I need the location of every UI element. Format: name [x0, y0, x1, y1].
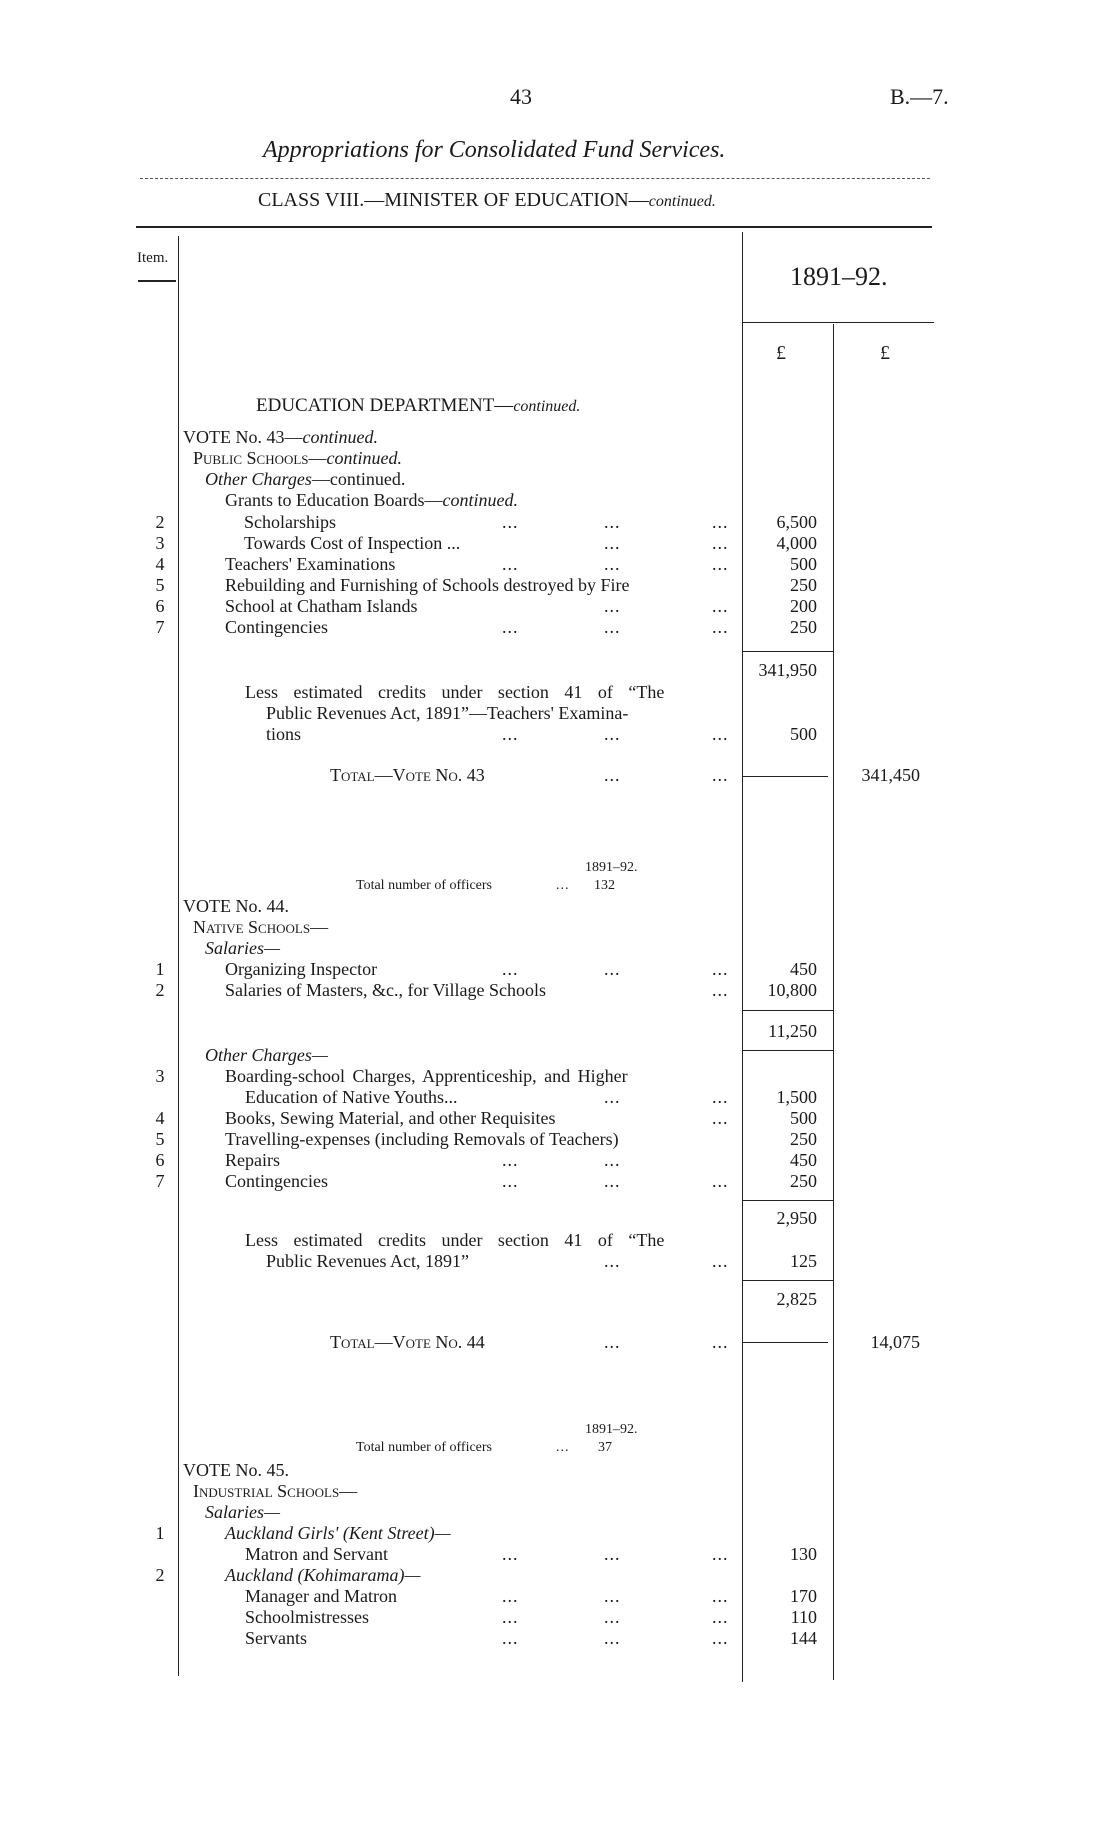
- officers-count: 37: [598, 1440, 612, 1455]
- less-credits-line: Public Revenues Act, 1891”—Teachers' Examina-: [266, 703, 629, 723]
- item-number: 7: [155, 1171, 165, 1191]
- leader-dots: [604, 617, 621, 638]
- item-value: 200: [790, 596, 817, 616]
- item-value: 250: [790, 1171, 817, 1191]
- leader-dots: [604, 1150, 621, 1171]
- dots: ...: [712, 596, 729, 616]
- item-label: School at Chatham Islands: [225, 596, 418, 616]
- leader-dots: [712, 1171, 729, 1192]
- dots: ...: [502, 959, 519, 979]
- vote-43-total-value: 341,450: [861, 765, 920, 785]
- leader-dots: [604, 1544, 621, 1565]
- dots: ...: [712, 1171, 729, 1191]
- dots: ...: [712, 554, 729, 574]
- dots: ...: [502, 617, 519, 637]
- item-value: 500: [790, 1108, 817, 1128]
- leader-dots: [556, 878, 570, 894]
- item-label: Salaries of Masters, &c., for Village Schools: [225, 980, 547, 1000]
- leader-dots: [604, 765, 621, 786]
- leader-dots: [502, 1150, 519, 1171]
- item-label-continued: Education of Native Youths...: [245, 1087, 458, 1107]
- item-column-header: Item.: [137, 250, 169, 266]
- item-label: Rebuilding and Furnishing of Schools destroyed by Fire: [225, 575, 630, 595]
- leader-dots: [712, 554, 729, 575]
- subtotal-rule: [742, 1010, 833, 1011]
- officers-label: Total number of officers: [356, 878, 492, 893]
- class-title-continued: continued.: [648, 193, 716, 210]
- item-value: 500: [790, 554, 817, 574]
- leader-dots: [712, 533, 729, 554]
- leader-dots: [712, 1586, 729, 1607]
- officers-year: 1891–92.: [585, 860, 638, 875]
- dots: ...: [712, 1251, 729, 1271]
- vote-43-heading: [183, 427, 378, 448]
- item-value: 144: [790, 1628, 817, 1648]
- leader-dots: [604, 724, 621, 745]
- leader-dots: [604, 554, 621, 575]
- dots: ...: [604, 554, 621, 574]
- leader-dots: [712, 1544, 729, 1565]
- item-number: 5: [155, 575, 165, 595]
- subtotal-rule: [742, 1280, 833, 1281]
- item-value: 110: [790, 1607, 817, 1627]
- item-header-rule: [138, 280, 176, 282]
- leader-dots: [502, 512, 519, 533]
- dots: ...: [604, 1332, 621, 1352]
- item-value: 250: [790, 1129, 817, 1149]
- leader-dots: [604, 1087, 621, 1108]
- dots: ...: [604, 959, 621, 979]
- year-column-header: 1891–92.: [790, 262, 888, 291]
- dots: ...: [556, 878, 570, 893]
- item-label: Manager and Matron: [245, 1586, 397, 1606]
- leader-dots: [556, 1440, 570, 1456]
- vote-44-net: 2,825: [776, 1289, 817, 1309]
- leader-dots: [502, 724, 519, 745]
- public-schools-heading: [193, 448, 402, 469]
- leader-dots: [712, 1108, 729, 1129]
- leader-dots: [502, 1607, 519, 1628]
- dots: ...: [604, 724, 621, 744]
- leader-dots: [712, 765, 729, 786]
- document-reference: B.—7.: [890, 84, 949, 109]
- dots: ...: [604, 533, 621, 553]
- dots: ...: [712, 724, 729, 744]
- dots: ...: [604, 765, 621, 785]
- dots: ...: [502, 1628, 519, 1648]
- dots: ...: [502, 1171, 519, 1191]
- leader-dots: [712, 980, 729, 1001]
- dots: ...: [712, 1087, 729, 1107]
- leader-dots: [712, 724, 729, 745]
- officers-year: 1891–92.: [585, 1422, 638, 1437]
- dots: ...: [712, 1586, 729, 1606]
- other-charges-continued: —continued.: [311, 469, 406, 489]
- item-value: 250: [790, 575, 817, 595]
- item-value: 250: [790, 617, 817, 637]
- item-number: 1: [155, 1523, 165, 1543]
- dots: ...: [604, 1607, 621, 1627]
- vote-44-total-label: Total—Vote No. 44: [330, 1332, 485, 1352]
- other-charges-heading: Other Charges—: [205, 1045, 328, 1065]
- leader-dots: [712, 1087, 729, 1108]
- dots: ...: [712, 765, 729, 785]
- vote-43-text: VOTE No. 43—: [183, 427, 303, 447]
- grants-continued: continued.: [442, 490, 518, 510]
- item-column-divider: [178, 236, 179, 1676]
- leader-dots: [604, 596, 621, 617]
- item-number: 4: [155, 554, 165, 574]
- leader-dots: [712, 512, 729, 533]
- dots: ...: [502, 1544, 519, 1564]
- item-value: 6,500: [776, 512, 817, 532]
- dots: ...: [502, 1150, 519, 1170]
- item-value: 10,800: [767, 980, 817, 1000]
- leader-dots: [712, 1607, 729, 1628]
- item-number: 3: [155, 1066, 165, 1086]
- dots: ...: [712, 1332, 729, 1352]
- vote-44-heading: VOTE No. 44.: [183, 896, 289, 916]
- total-dash: [742, 1342, 828, 1343]
- currency-symbol-1: £: [776, 342, 786, 364]
- salaries-heading: Salaries—: [205, 938, 281, 958]
- leader-dots: [604, 1171, 621, 1192]
- page-number: 43: [510, 84, 532, 109]
- vote-43-subtotal: 341,950: [758, 660, 817, 680]
- vote-43-continued: continued.: [302, 427, 378, 447]
- item-label: Boarding-school Charges, Apprenticeship, and Higher: [225, 1066, 628, 1086]
- item-label: Teachers' Examinations: [225, 554, 396, 574]
- item-value: 450: [790, 959, 817, 979]
- dots: ...: [502, 1607, 519, 1627]
- officers-label: Total number of officers: [356, 1440, 492, 1455]
- less-credits-line: Less estimated credits under section 41 of “The: [245, 682, 665, 702]
- item-label: Travelling-expenses (including Removals of Teachers): [225, 1129, 619, 1149]
- item-value: 130: [790, 1544, 817, 1564]
- vote-45-heading: VOTE No. 45.: [183, 1460, 289, 1480]
- dots: ...: [712, 959, 729, 979]
- dots: ...: [604, 1544, 621, 1564]
- item-label: Organizing Inspector: [225, 959, 378, 979]
- item-label: Contingencies: [225, 617, 328, 637]
- leader-dots: [712, 617, 729, 638]
- leader-dots: [502, 1171, 519, 1192]
- public-schools-continued: continued.: [326, 448, 403, 468]
- dots: ...: [502, 724, 519, 744]
- dots: ...: [604, 1171, 621, 1191]
- leader-dots: [712, 1332, 729, 1353]
- leader-dots: [604, 533, 621, 554]
- dots: ...: [502, 1586, 519, 1606]
- dots: ...: [712, 1108, 729, 1128]
- dots: ...: [712, 1628, 729, 1648]
- leader-dots: [712, 596, 729, 617]
- leader-dots: [502, 554, 519, 575]
- leader-dots: [712, 1628, 729, 1649]
- item-number: 4: [155, 1108, 165, 1128]
- dots: ...: [604, 512, 621, 532]
- year-header-rule: [742, 322, 934, 323]
- total-dash: [742, 776, 828, 777]
- leader-dots: [604, 1332, 621, 1353]
- leader-dots: [604, 959, 621, 980]
- leader-dots: [502, 959, 519, 980]
- grants-heading: [225, 490, 518, 511]
- leader-dots: [712, 1251, 729, 1272]
- subtotal-rule: [742, 651, 833, 652]
- less-credits-line: tions: [266, 724, 302, 744]
- less-credits-line: Public Revenues Act, 1891”: [266, 1251, 469, 1271]
- dots: ...: [712, 533, 729, 553]
- leader-dots: [712, 959, 729, 980]
- item-number: 5: [155, 1129, 165, 1149]
- dots: ...: [502, 554, 519, 574]
- grants-text: Grants to Education Boards—: [225, 490, 443, 510]
- subtotal-rule: [742, 1050, 833, 1051]
- dots: ...: [712, 512, 729, 532]
- leader-dots: [604, 1586, 621, 1607]
- leader-dots: [604, 1607, 621, 1628]
- class-title-text: CLASS VIII.—MINISTER OF EDUCATION—: [258, 189, 649, 211]
- dots: ...: [712, 980, 729, 1000]
- item-label: Books, Sewing Material, and other Requisites: [225, 1108, 556, 1128]
- item-label: Schoolmistresses: [245, 1607, 369, 1627]
- other-charges-heading: [205, 469, 405, 490]
- leader-dots: [502, 1628, 519, 1649]
- group-heading: Auckland (Kohimarama)—: [225, 1565, 421, 1585]
- amount-column-divider: [742, 232, 743, 1682]
- item-number: 2: [155, 980, 165, 1000]
- dots: ...: [604, 1628, 621, 1648]
- other-charges-subtotal: 2,950: [776, 1208, 817, 1228]
- officers-count: 132: [594, 878, 615, 893]
- dots: ...: [604, 1251, 621, 1271]
- item-label: Matron and Servant: [245, 1544, 388, 1564]
- native-schools-heading: Native Schools—: [193, 917, 329, 937]
- dept-heading-continued: continued.: [513, 398, 581, 415]
- item-number: 7: [155, 617, 165, 637]
- table-top-rule: [136, 226, 932, 228]
- leader-dots: [502, 617, 519, 638]
- dept-heading-text: EDUCATION DEPARTMENT—: [256, 395, 514, 416]
- dots: ...: [604, 617, 621, 637]
- dots: ...: [604, 1150, 621, 1170]
- less-credits-value: 125: [790, 1251, 817, 1271]
- item-number: 6: [155, 1150, 165, 1170]
- subtotal-rule: [742, 1200, 833, 1201]
- title-rule: [140, 178, 930, 179]
- item-value: 450: [790, 1150, 817, 1170]
- salaries-subtotal: 11,250: [768, 1021, 817, 1041]
- item-value: 170: [790, 1586, 817, 1606]
- dots: ...: [712, 617, 729, 637]
- dots: ...: [712, 1544, 729, 1564]
- dots: ...: [604, 1586, 621, 1606]
- item-number: 2: [155, 1565, 165, 1585]
- other-charges-text: Other Charges: [205, 469, 312, 489]
- leader-dots: [502, 1544, 519, 1565]
- item-label: Servants: [245, 1628, 307, 1648]
- leader-dots: [502, 1586, 519, 1607]
- less-credits-line: Less estimated credits under section 41 of “The: [245, 1230, 665, 1250]
- total-column-divider: [833, 324, 834, 1680]
- industrial-schools-heading: Industrial Schools—: [193, 1481, 358, 1501]
- group-heading: Auckland Girls' (Kent Street)—: [225, 1523, 451, 1543]
- item-label: Contingencies: [225, 1171, 328, 1191]
- vote-44-total-value: 14,075: [870, 1332, 920, 1352]
- dots: ...: [556, 1440, 570, 1455]
- item-number: 1: [155, 959, 165, 979]
- leader-dots: [604, 512, 621, 533]
- dots: ...: [502, 512, 519, 532]
- item-label: Repairs: [225, 1150, 280, 1170]
- currency-symbol-2: £: [880, 342, 890, 364]
- dots: ...: [604, 1087, 621, 1107]
- leader-dots: [604, 1251, 621, 1272]
- item-value: 4,000: [776, 533, 817, 553]
- leader-dots: [604, 1628, 621, 1649]
- item-label: Scholarships: [244, 512, 336, 532]
- salaries-heading: Salaries—: [205, 1502, 281, 1522]
- public-schools-text: Public Schools—: [193, 448, 327, 468]
- page-title: Appropriations for Consolidated Fund Services.: [263, 137, 726, 163]
- dots: ...: [604, 596, 621, 616]
- item-number: 6: [155, 596, 165, 616]
- item-number: 2: [155, 512, 165, 532]
- item-label: Towards Cost of Inspection ...: [244, 533, 461, 553]
- item-number: 3: [155, 533, 165, 553]
- dots: ...: [712, 1607, 729, 1627]
- less-credits-value: 500: [790, 724, 817, 744]
- education-department-heading: [256, 395, 580, 417]
- class-title: [258, 190, 716, 212]
- vote-43-total-label: Total—Vote No. 43: [330, 765, 485, 785]
- item-value: 1,500: [776, 1087, 817, 1107]
